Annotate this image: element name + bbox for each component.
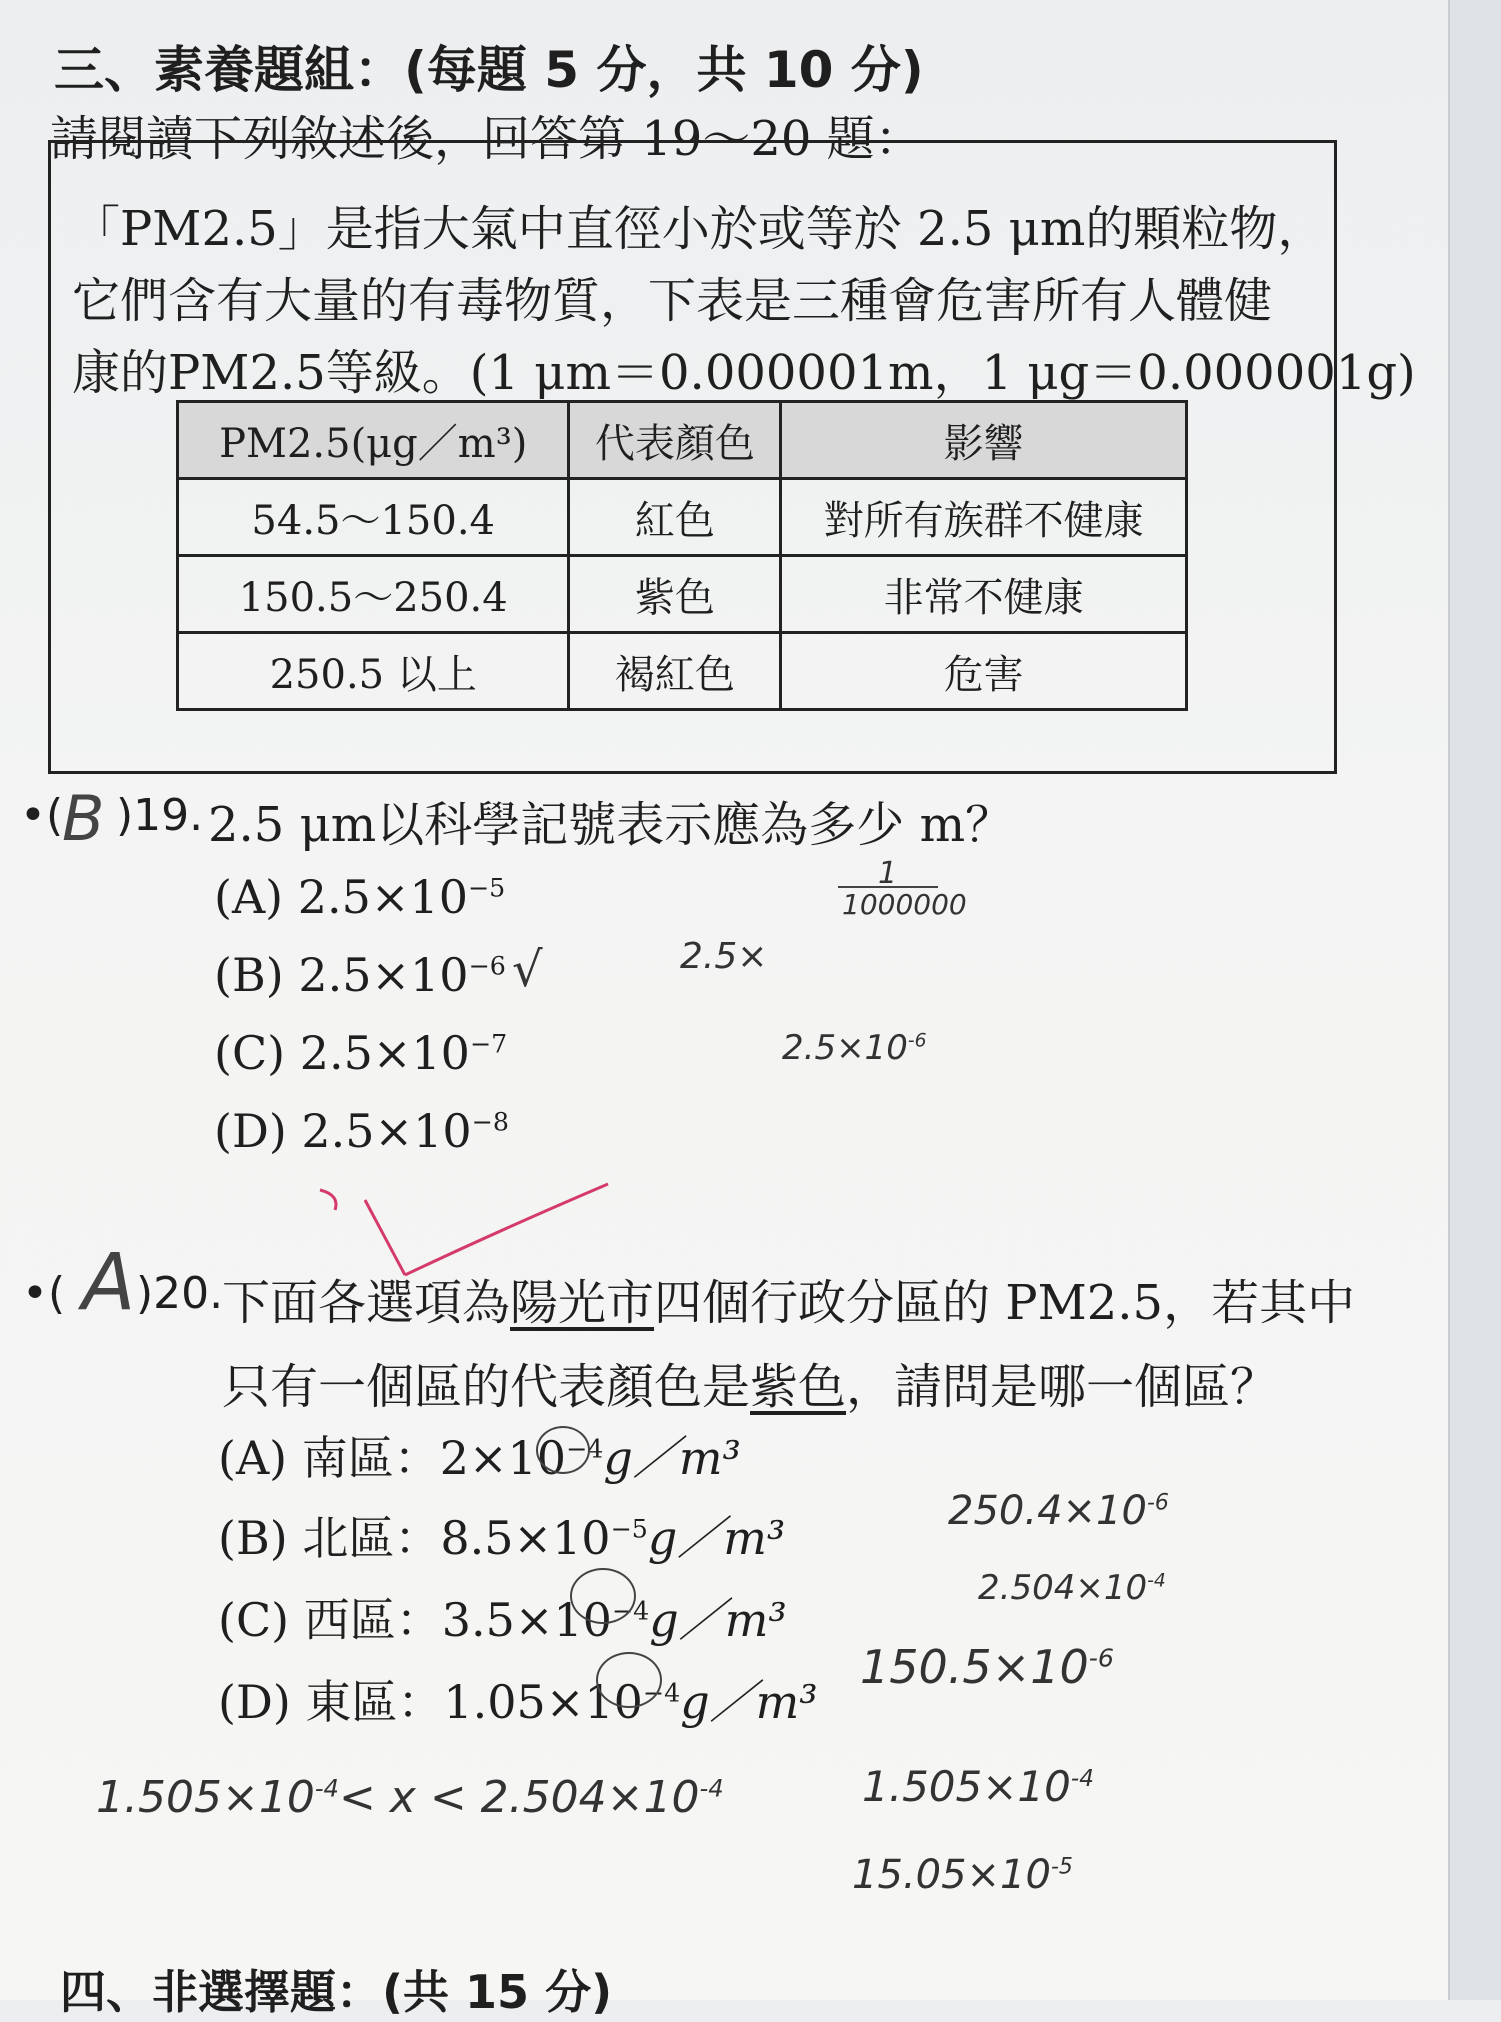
hand-frac-den: 1000000 (842, 888, 967, 921)
q19-option-b: (B) $2.5\times 10^{-6}$ (214, 948, 506, 1002)
q20-stem-line-2: 只有一個區的代表顏色是紫色，請問是哪一個區？ (222, 1359, 1279, 1415)
q19-option-d: (D) $2.5\times 10^{-8}$ (214, 1104, 509, 1158)
table-row (178, 633, 1187, 710)
section-instruction: 請閱讀下列敘述後，回答第 19～20 題： (50, 111, 923, 167)
q20-stem: 下面各選項為陽光市四個行政分區的 PM2.5，若其中 (222, 1275, 1356, 1331)
section-4-title: 四、非選擇題：(共 15 分) (60, 1965, 613, 2019)
table-header: 代表顏色 (569, 402, 781, 479)
table-cell: 對所有族群不健康 (781, 479, 1187, 556)
passage-line-3: 康的PM2.5等級。(1 μm＝0.000001m，1 μg＝0.000001g) (72, 345, 1416, 401)
table-cell: 褐紅色 (569, 633, 781, 710)
hand-check: √ (512, 942, 543, 998)
table-cell: 紅色 (569, 479, 781, 556)
table-cell: 紫色 (569, 556, 781, 633)
hand-note-6: $1.505\times 10^{-4}$ (862, 1762, 1094, 1811)
hand-note-4: $2.504\times 10^{-4}$ (978, 1568, 1166, 1608)
section-title: 三、素養題組：(每題 5 分，共 10 分) (54, 41, 924, 99)
page-edge (1448, 0, 1501, 2000)
table-header: 影響 (781, 402, 1187, 479)
hand-frac-num: 1 (878, 856, 898, 891)
table-cell: 非常不健康 (781, 556, 1187, 633)
hand-note-1: 2.5× (680, 936, 768, 977)
q19-number: )19. (116, 790, 204, 841)
q20-option-c: (C) 西區：$3.5\times 10^{-4}g/m^3$ (218, 1593, 787, 1647)
table-row (178, 479, 1187, 556)
hand-note-2: $2.5\times 10^{-6}$ (782, 1028, 927, 1068)
pen-circle (536, 1426, 590, 1474)
table-header-row (178, 402, 1187, 479)
pen-circle (596, 1652, 662, 1708)
pen-circle (570, 1568, 636, 1624)
table-cell: 危害 (781, 633, 1187, 710)
q19-answer: B (62, 782, 105, 855)
table-row (178, 556, 1187, 633)
q20-option-b: (B) 北區：$8.5\times 10^{-5}g/m^3$ (218, 1511, 786, 1565)
table-cell: 250.5 以上 (178, 633, 569, 710)
passage-line-1: 「PM2.5」是指大氣中直徑小於或等於 2.5 μm的顆粒物， (72, 201, 1326, 257)
table-header: PM2.5(μg／m³) (178, 402, 569, 479)
q20-marker: •( (22, 1268, 66, 1319)
q19-stem: 2.5 μm以科學記號表示應為多少 m？ (208, 797, 1014, 853)
q20-answer: A (82, 1238, 136, 1328)
hand-note-5: $150.5\times 10^{-6}$ (860, 1640, 1114, 1694)
table-cell: 54.5～150.4 (178, 479, 569, 556)
pm25-table (176, 400, 1188, 711)
q19-marker: •( (20, 790, 64, 841)
q20-option-d: (D) 東區：$1.05\times 10^{-4}g/m^3$ (218, 1675, 818, 1729)
hand-note-7: $15.05\times 10^{-5}$ (852, 1852, 1073, 1898)
hand-note-3: $250.4\times 10^{-6}$ (948, 1488, 1169, 1534)
hand-inequality: $1.505\times 10^{-4}< x < 2.504\times 10^{-4}$ (96, 1772, 724, 1823)
q20-option-a: (A) 南區：$2\times 10^{-4}g/m^3$ (218, 1431, 741, 1485)
q19-option-a: (A) $2.5\times 10^{-5}$ (214, 870, 506, 924)
q20-number: )20. (136, 1268, 224, 1319)
table-cell: 150.5～250.4 (178, 556, 569, 633)
q19-option-c: (C) $2.5\times 10^{-7}$ (214, 1026, 508, 1080)
passage-line-2: 它們含有大量的有毒物質，下表是三種會危害所有人體健 (72, 273, 1273, 329)
